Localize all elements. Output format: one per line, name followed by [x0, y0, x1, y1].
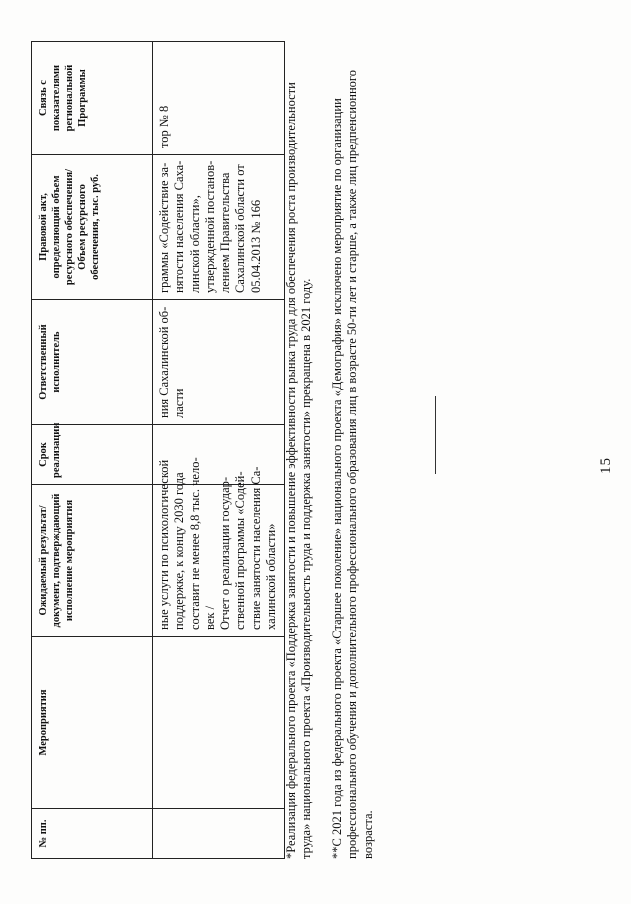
- measures-table: [31, 41, 285, 859]
- cell-expected-result: [153, 457, 285, 637]
- header-number: № пп.: [32, 809, 153, 859]
- legal-line: лением Правительства: [218, 172, 233, 293]
- legal-line: нятости населения Саха-: [172, 160, 187, 293]
- legal-line: утвержденной постанов-: [202, 160, 217, 293]
- result-line: составит не менее 8,8 тыс. чело-: [187, 457, 202, 630]
- legal-line: линской области»,: [187, 195, 202, 293]
- executor-line: ния Сахалинской об-: [157, 306, 171, 418]
- cell-program-link: тор № 8: [153, 42, 285, 155]
- table-row: [153, 42, 285, 859]
- legal-line: граммы «Содействие за-: [157, 162, 171, 293]
- page-number: 15: [598, 457, 614, 474]
- result-line: ствие занятости населения Са-: [248, 466, 263, 630]
- result-line: поддержке, к концу 2030 года: [172, 472, 187, 630]
- result-line: Отчет о реализации государ-: [218, 476, 233, 630]
- footnote-2: **С 2021 года из федерального проекта «Старшее поколение» национального проекта «Демография» исключено мероприятие по организации профессионального обучения и дополнительного профессионального образования лиц в возрасте 50-ти лет и старше, а также лиц предпенсионного возраста.: [330, 70, 375, 859]
- header-program-link: Связь с показателями региональной Программы: [32, 42, 153, 155]
- footnote-1: *Реализация федерального проекта «Поддержка занятости и повышение эффективности рынка труда для обеспечения роста производительности труда» национального проекта «Производительность труда и поддержка занятости» прекращена в 2021 году.: [284, 82, 314, 859]
- legal-line: Сахалинской области от: [233, 164, 248, 293]
- cell-number: [153, 809, 285, 859]
- table-header-row: [32, 42, 153, 859]
- header-executor: Ответственный исполнитель: [32, 300, 153, 425]
- result-line: век /: [202, 605, 217, 630]
- header-expected-result: Ожидаемый результат/документ, подтверждающий исполнение мероприятия: [32, 485, 153, 637]
- result-line: ственной программы «Содей-: [233, 471, 248, 630]
- result-line: ные услуги по психологической: [157, 459, 171, 630]
- executor-line: ласти: [172, 388, 187, 418]
- header-term: Срок реализации: [32, 425, 153, 485]
- result-line: халинской области»: [264, 523, 279, 630]
- cell-legal-act: [153, 155, 285, 300]
- header-legal-act: Правовой акт, определяющий объем ресурсного обеспечения/Объем ресурсного обеспечения, тыс. руб.: [32, 155, 153, 300]
- header-measures: Мероприятия: [32, 637, 153, 809]
- legal-line: 05.04.2013 № 166: [248, 199, 263, 293]
- divider-line: [435, 396, 436, 474]
- cell-executor: [153, 300, 285, 425]
- cell-measure: [153, 637, 285, 809]
